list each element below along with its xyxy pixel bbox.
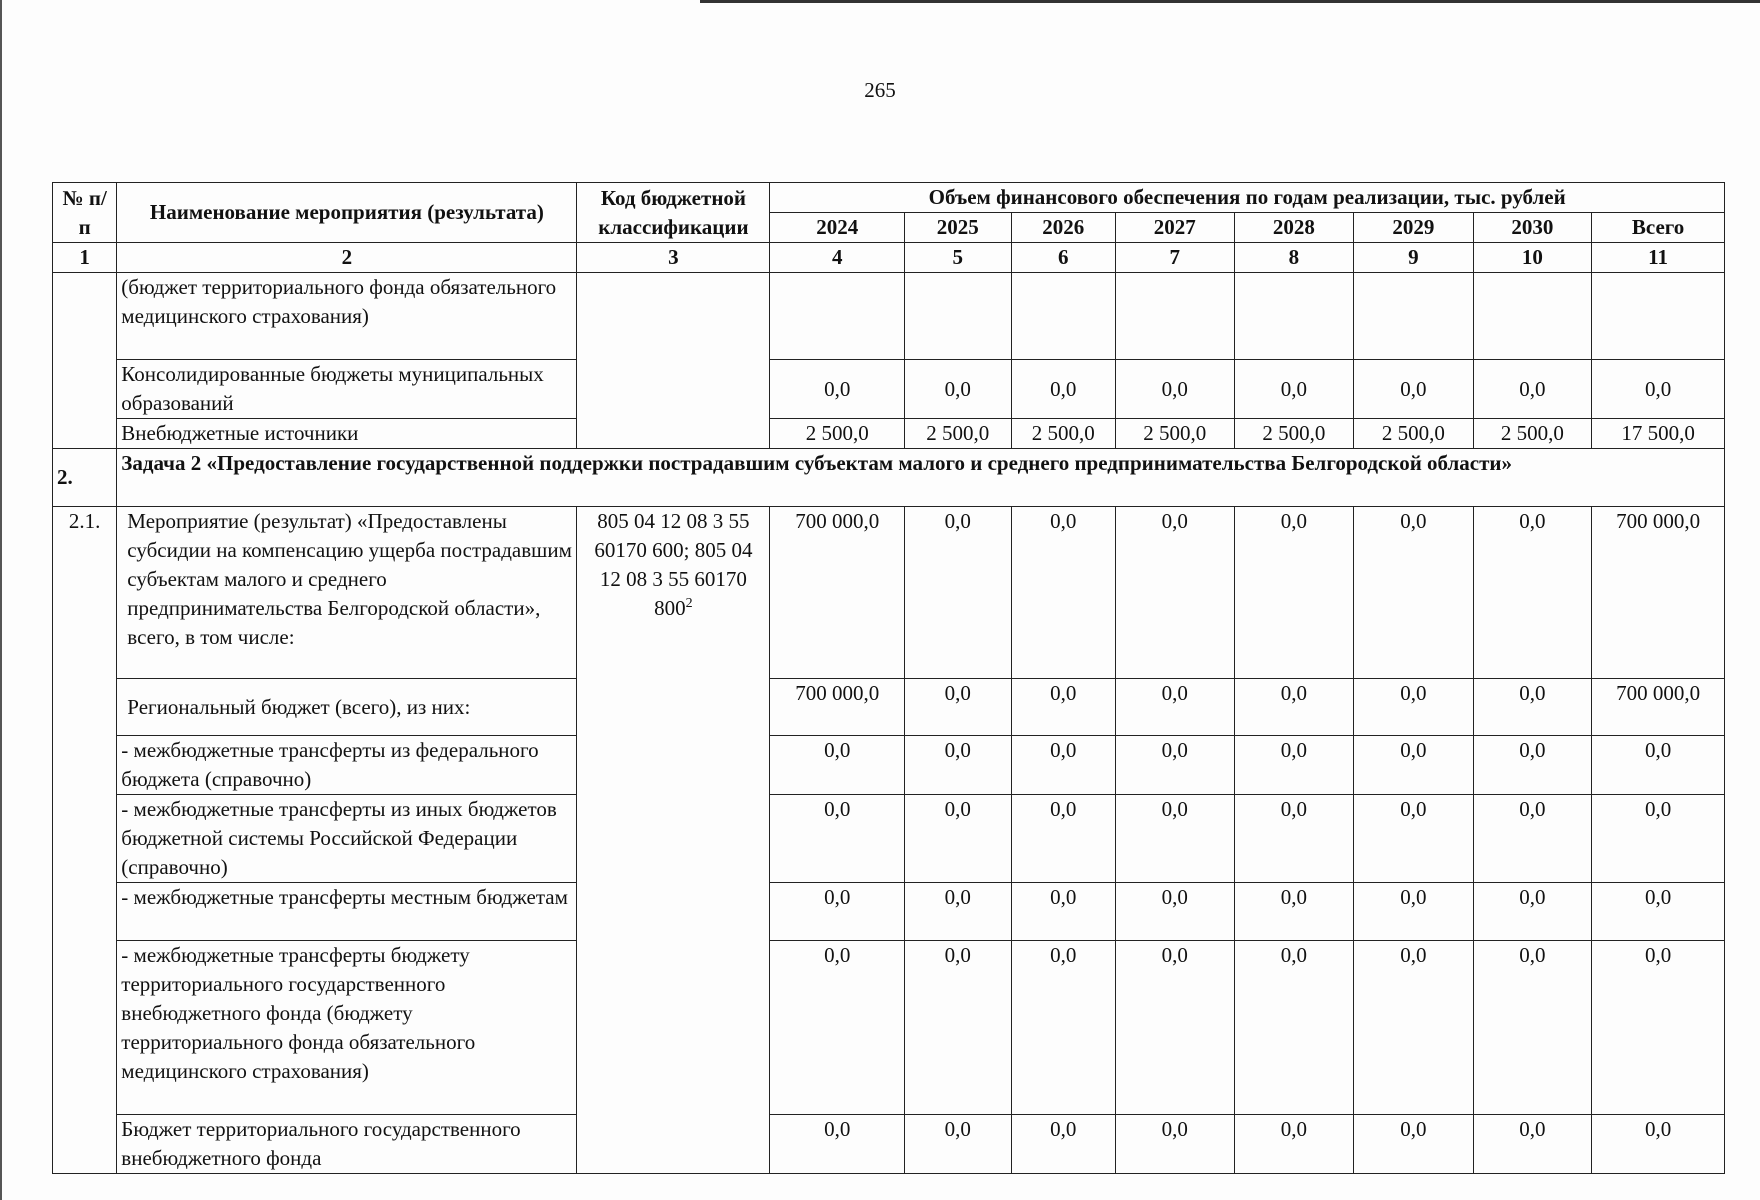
index-cell: 11 — [1592, 243, 1725, 273]
value-cell: 0,0 — [1592, 883, 1725, 941]
index-cell: 2 — [117, 243, 577, 273]
value-cell: 0,0 — [1473, 679, 1592, 736]
task-title: Задача 2 «Предоставление государственной поддержки пострадавшим субъектам малого и среднего предпринимательства Белгородской области» — [117, 449, 1725, 507]
header-year: 2027 — [1115, 213, 1234, 243]
value-cell: 0,0 — [905, 360, 1012, 419]
value-cell: 2 500,0 — [1011, 419, 1115, 449]
value-cell: 0,0 — [1473, 883, 1592, 941]
header-volume: Объем финансового обеспечения по годам реализации, тыс. рублей — [770, 183, 1725, 213]
value-cell: 0,0 — [905, 941, 1012, 1115]
value-cell: 0,0 — [770, 360, 905, 419]
value-cell: 0,0 — [1592, 795, 1725, 883]
table-row — [53, 419, 1725, 449]
event-num: 2.1. — [53, 507, 117, 1174]
value-cell: 0,0 — [770, 941, 905, 1115]
value-cell: 2 500,0 — [1354, 419, 1474, 449]
value-cell: 0,0 — [1354, 736, 1474, 795]
index-cell: 5 — [905, 243, 1012, 273]
value-cell: 0,0 — [1592, 360, 1725, 419]
value-cell: 0,0 — [1473, 507, 1592, 679]
header-year: 2030 — [1473, 213, 1592, 243]
value-cell: 0,0 — [1354, 360, 1474, 419]
value-cell: 0,0 — [1115, 1115, 1234, 1174]
value-cell: 700 000,0 — [1592, 679, 1725, 736]
value-cell: 0,0 — [905, 883, 1012, 941]
value-cell: 0,0 — [1473, 360, 1592, 419]
value-cell: 0,0 — [1115, 679, 1234, 736]
header-year: 2024 — [770, 213, 905, 243]
index-cell: 10 — [1473, 243, 1592, 273]
value-cell: 2 500,0 — [1234, 419, 1354, 449]
header-year: 2026 — [1011, 213, 1115, 243]
value-cell: 0,0 — [1473, 736, 1592, 795]
row-name: (бюджет территориального фонда обязательного медицинского страхования) — [117, 273, 577, 360]
index-cell: 7 — [1115, 243, 1234, 273]
row-name: - межбюджетные трансферты местным бюджетам — [117, 883, 577, 941]
index-cell: 3 — [577, 243, 770, 273]
header-num: № п/п — [53, 183, 117, 243]
value-cell: 0,0 — [1115, 360, 1234, 419]
value-cell: 2 500,0 — [770, 419, 905, 449]
table-row — [53, 679, 1725, 736]
page-number: 265 — [864, 78, 896, 102]
index-cell: 6 — [1011, 243, 1115, 273]
value-cell: 0,0 — [1473, 1115, 1592, 1174]
task-row — [53, 449, 1725, 507]
value-cell: 0,0 — [1354, 679, 1474, 736]
value-cell: 0,0 — [1011, 795, 1115, 883]
table-row — [53, 883, 1725, 941]
value-cell: 700 000,0 — [770, 507, 905, 679]
value-cell: 0,0 — [1115, 736, 1234, 795]
value-cell: 0,0 — [1115, 795, 1234, 883]
header-code: Код бюджетной классификации — [577, 183, 770, 243]
value-cell: 0,0 — [905, 679, 1012, 736]
index-cell: 8 — [1234, 243, 1354, 273]
index-cell: 9 — [1354, 243, 1474, 273]
value-cell: 0,0 — [1011, 883, 1115, 941]
event-row — [53, 507, 1725, 679]
value-cell: 0,0 — [1234, 507, 1354, 679]
value-cell: 0,0 — [905, 507, 1012, 679]
value-cell: 0,0 — [905, 1115, 1012, 1174]
index-cell: 1 — [53, 243, 117, 273]
value-cell: 0,0 — [905, 736, 1012, 795]
value-cell: 0,0 — [770, 1115, 905, 1174]
value-cell: 0,0 — [1234, 360, 1354, 419]
value-cell: 0,0 — [1473, 941, 1592, 1115]
scan-edge-left — [0, 0, 2, 1200]
value-cell: 0,0 — [1011, 507, 1115, 679]
financing-table — [52, 182, 1725, 1174]
value-cell: 0,0 — [1234, 736, 1354, 795]
value-cell: 0,0 — [1354, 883, 1474, 941]
code-cell — [577, 273, 770, 449]
num-cell — [53, 273, 117, 449]
value-cell: 0,0 — [1011, 679, 1115, 736]
table-row — [53, 360, 1725, 419]
value-cell: 0,0 — [1234, 883, 1354, 941]
table-row — [53, 1115, 1725, 1174]
value-cell: 0,0 — [1354, 795, 1474, 883]
row-name: Внебюджетные источники — [117, 419, 577, 449]
value-cell: 2 500,0 — [905, 419, 1012, 449]
index-cell: 4 — [770, 243, 905, 273]
table-row — [53, 941, 1725, 1115]
value-cell: 0,0 — [770, 883, 905, 941]
value-cell: 17 500,0 — [1592, 419, 1725, 449]
row-name: Региональный бюджет (всего), из них: — [117, 679, 577, 736]
value-cell: 700 000,0 — [1592, 507, 1725, 679]
table-row — [53, 736, 1725, 795]
header-total: Всего — [1592, 213, 1725, 243]
value-cell: 0,0 — [1592, 736, 1725, 795]
row-name: Бюджет территориального государственного внебюджетного фонда — [117, 1115, 577, 1174]
value-cell: 0,0 — [1592, 941, 1725, 1115]
value-cell: 0,0 — [1115, 883, 1234, 941]
value-cell: 0,0 — [770, 795, 905, 883]
event-name: Мероприятие (результат) «Предоставлены субсидии на компенсацию ущерба пострадавшим субъектам малого и среднего предпринимательства Белгородской области», всего, в том числе: — [117, 507, 577, 679]
table-row — [53, 795, 1725, 883]
header-name: Наименование мероприятия (результата) — [117, 183, 577, 243]
value-cell: 0,0 — [905, 795, 1012, 883]
value-cell: 0,0 — [1354, 507, 1474, 679]
value-cell: 0,0 — [770, 736, 905, 795]
value-cell: 0,0 — [1234, 679, 1354, 736]
value-cell: 0,0 — [1354, 1115, 1474, 1174]
row-name: - межбюджетные трансферты бюджету территориального государственного внебюджетного фонда (бюджету территориального фонда обязательного медицинского страхования) — [117, 941, 577, 1115]
header-year: 2028 — [1234, 213, 1354, 243]
value-cell: 0,0 — [1592, 1115, 1725, 1174]
value-cell: 0,0 — [1115, 941, 1234, 1115]
row-name: Консолидированные бюджеты муниципальных образований — [117, 360, 577, 419]
value-cell: 2 500,0 — [1115, 419, 1234, 449]
value-cell: 0,0 — [1473, 795, 1592, 883]
task-num: 2. — [53, 449, 117, 507]
value-cell: 0,0 — [1354, 941, 1474, 1115]
header-year: 2029 — [1354, 213, 1474, 243]
event-code: 805 04 12 08 3 55 60170 600; 805 04 12 08 3 55 60170 $800^2$ — [577, 507, 770, 1174]
value-cell: 700 000,0 — [770, 679, 905, 736]
value-cell: 0,0 — [1115, 507, 1234, 679]
table-row — [53, 273, 1725, 360]
value-cell: 0,0 — [1011, 941, 1115, 1115]
value-cell: 2 500,0 — [1473, 419, 1592, 449]
row-name: - межбюджетные трансферты из иных бюджетов бюджетной системы Российской Федерации (справочно) — [117, 795, 577, 883]
value-cell: 0,0 — [1234, 941, 1354, 1115]
scan-edge-top — [700, 0, 1760, 3]
value-cell: 0,0 — [1011, 1115, 1115, 1174]
value-cell: 0,0 — [1011, 360, 1115, 419]
value-cell: 0,0 — [1234, 1115, 1354, 1174]
header-year: 2025 — [905, 213, 1012, 243]
row-name: - межбюджетные трансферты из федерального бюджета (справочно) — [117, 736, 577, 795]
value-cell: 0,0 — [1234, 795, 1354, 883]
value-cell: 0,0 — [1011, 736, 1115, 795]
